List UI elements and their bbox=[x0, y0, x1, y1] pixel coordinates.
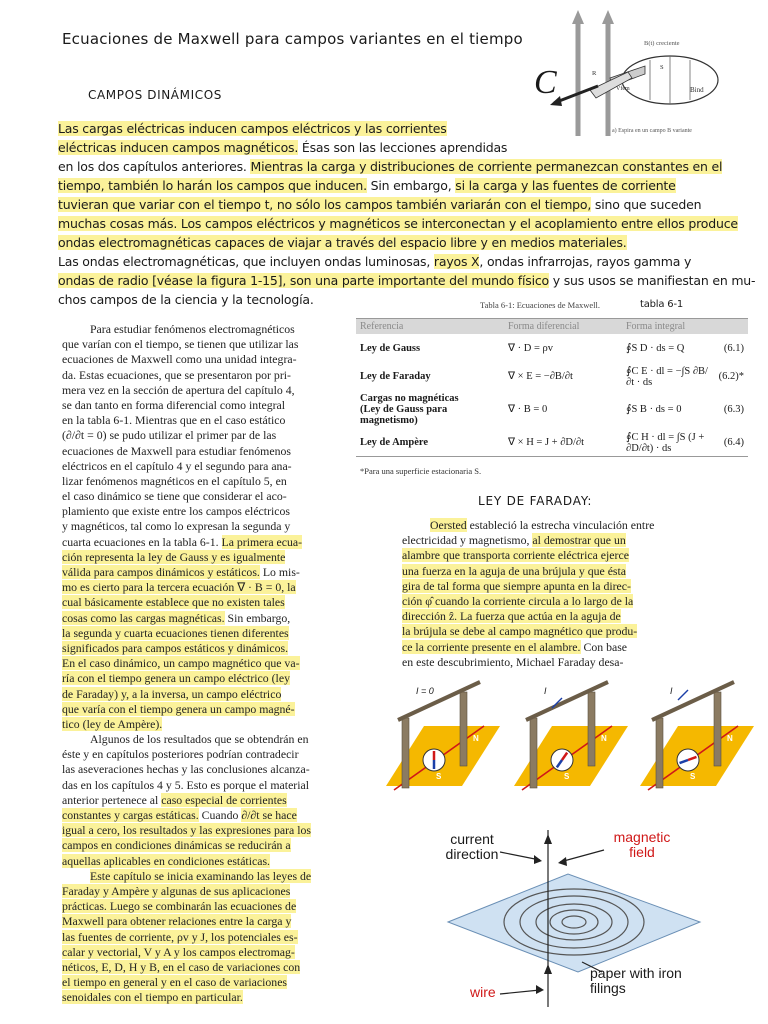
equation-reference-note: (Ley de Gauss para magnetismo) bbox=[360, 403, 448, 426]
text-line bbox=[62, 580, 338, 595]
table-handwritten-caption: tabla 6-1 bbox=[640, 299, 684, 310]
text-line bbox=[62, 732, 338, 747]
text-line bbox=[62, 474, 338, 489]
highlighted-text: válida para campos dinámicos y estáticos. bbox=[62, 565, 260, 579]
equation-number-text: (6.3) bbox=[723, 403, 744, 415]
text-segment: Ésas son las lecciones aprendidas bbox=[298, 140, 508, 155]
highlighted-text: néticos, E, D, H y B, en el caso de variaciones con bbox=[62, 959, 301, 974]
integral-form bbox=[622, 428, 715, 456]
text-line bbox=[402, 655, 658, 670]
text-segment: Lo mis- bbox=[259, 565, 300, 579]
text-segment: Algunos de los resultados que se obtendrán en bbox=[90, 732, 309, 747]
equation-number bbox=[715, 428, 748, 456]
text-line bbox=[58, 234, 728, 253]
highlighted-text: Oersted bbox=[430, 518, 467, 532]
text-line bbox=[62, 413, 338, 428]
b-increasing-label: B(t) creciente bbox=[644, 40, 680, 47]
text-line bbox=[62, 626, 338, 641]
s-label: S bbox=[660, 64, 664, 71]
highlighted-text: eléctricas inducen campos magnéticos. bbox=[58, 140, 299, 155]
text-segment: Cuando bbox=[198, 808, 242, 822]
differential-form bbox=[504, 362, 622, 390]
highlighted-text: Este capítulo se inicia examinando las leyes de bbox=[90, 868, 312, 883]
text-segment: en los dos capítulos anteriores. bbox=[58, 159, 251, 174]
highlighted-text: Mientras la carga y distribuciones de corriente permanezcan constantes en el bbox=[250, 159, 723, 174]
text-line bbox=[62, 990, 338, 1005]
highlighted-text: si la carga y las fuentes de corriente bbox=[455, 178, 676, 193]
text-line bbox=[62, 945, 338, 960]
equation-reference-text: Ley de Faraday bbox=[360, 370, 431, 382]
text-line bbox=[62, 823, 338, 838]
text-line bbox=[58, 215, 738, 234]
south-label-3: S bbox=[690, 772, 696, 781]
integral-form-text: ∮C H · dl = ∫S (J + ∂D/∂t) · ds bbox=[626, 431, 705, 454]
text-line bbox=[62, 914, 338, 929]
highlighted-text: dirección ẑ. La fuerza que actúa en la aguja de bbox=[402, 609, 621, 624]
text-line bbox=[402, 564, 658, 579]
text-line bbox=[62, 322, 338, 337]
differential-form-text: ∇ × E = −∂B/∂t bbox=[508, 371, 573, 382]
text-line bbox=[62, 611, 338, 626]
text-line bbox=[62, 671, 338, 686]
highlighted-text: gira de tal forma que siempre apunta en la direc- bbox=[402, 578, 631, 593]
text-line bbox=[62, 884, 338, 899]
differential-form bbox=[504, 334, 622, 362]
text-line bbox=[62, 793, 338, 808]
highlighted-text: constantes y cargas estáticas. bbox=[62, 808, 199, 822]
text-segment: las aseveraciones hechas y las conclusiones alcanza- bbox=[62, 762, 310, 777]
text-line bbox=[58, 253, 728, 272]
highlighted-text: tico (ley de Ampère). bbox=[62, 716, 163, 731]
table-footnote: *Para una superficie estacionaria S. bbox=[360, 466, 482, 476]
faraday-paragraph bbox=[402, 518, 658, 670]
text-segment: lizar fenómenos magnéticos en el capítulo 5, en bbox=[62, 473, 287, 488]
text-line bbox=[62, 762, 338, 777]
text-segment: (∂/∂t = 0) se pudo utilizar el primer par de las bbox=[62, 428, 277, 443]
paper-label: paper with iron filings bbox=[590, 965, 682, 996]
text-segment: electricidad y magnetismo, bbox=[402, 533, 533, 548]
equation-reference bbox=[356, 334, 504, 362]
highlighted-text: Faraday y Ampère y algunas de sus aplicaciones bbox=[62, 883, 291, 898]
text-segment: y magnéticos, tal como lo expresan la segunda y bbox=[62, 519, 291, 534]
highlighted-text: igual a cero, los resultados y las expresiones para los bbox=[62, 823, 311, 838]
text-line bbox=[62, 428, 338, 443]
highlighted-text: el tiempo en general y en el caso de variaciones bbox=[62, 975, 288, 990]
highlighted-text: la segunda y cuarta ecuaciones tienen diferentes bbox=[62, 625, 289, 640]
text-line bbox=[62, 899, 338, 914]
text-segment: sino que suceden bbox=[591, 197, 702, 212]
intro-paragraph bbox=[58, 120, 756, 310]
highlighted-text: calar y vectorial, V y A y los campos electromag- bbox=[62, 944, 295, 959]
differential-form-text: ∇ × H = J + ∂D/∂t bbox=[508, 437, 585, 448]
text-line bbox=[62, 854, 338, 869]
text-line bbox=[402, 533, 658, 548]
highlighted-text: rayos X bbox=[433, 254, 480, 269]
north-label-3: N bbox=[727, 734, 733, 743]
text-line bbox=[62, 519, 338, 534]
integral-form-text: ∮S D · ds = Q bbox=[626, 343, 685, 354]
highlighted-text: ondas de radio [véase la figura 1-15], son una parte importante del mundo físico bbox=[58, 273, 549, 288]
text-segment: , ondas infrarrojas, rayos gamma y bbox=[479, 254, 692, 269]
text-segment: y sus usos se manifiestan en mu- bbox=[548, 273, 756, 288]
equation-number-text: (6.1) bbox=[723, 342, 744, 354]
text-line bbox=[58, 272, 756, 291]
post bbox=[460, 692, 467, 766]
text-segment: chos campos de la ciencia y la tecnología. bbox=[58, 292, 314, 307]
text-line bbox=[62, 337, 338, 352]
text-segment: Para estudiar fenómenos electromagnéticos bbox=[90, 322, 295, 336]
text-line bbox=[62, 869, 338, 884]
text-line bbox=[402, 624, 658, 639]
post bbox=[530, 718, 537, 788]
text-segment: cuarta ecuaciones en la tabla 6-1. bbox=[62, 534, 222, 549]
text-segment: da. Estas ecuaciones, que se presentaron por pri- bbox=[62, 367, 291, 382]
differential-form-text: ∇ · D = ρv bbox=[508, 343, 554, 354]
integral-form-text: ∮C E · dl = −∫S ∂B/∂t · ds bbox=[626, 365, 708, 388]
post bbox=[714, 692, 721, 766]
integral-form bbox=[622, 362, 715, 390]
highlighted-text: ondas electromagnéticas capaces de viajar a través del espacio libre y en medios materiales. bbox=[58, 235, 627, 250]
text-line bbox=[62, 838, 338, 853]
highlighted-text: senoidales con el tiempo en particular. bbox=[62, 990, 243, 1005]
maxwell-equations-table bbox=[356, 318, 748, 457]
highlighted-text: cosas como las cargas magnéticas. bbox=[62, 610, 225, 625]
highlighted-text: ción representa la ley de Gauss y es igualmente bbox=[62, 549, 286, 564]
highlighted-text: En el caso dinámico, un campo magnético que va- bbox=[62, 656, 300, 671]
text-line bbox=[62, 975, 338, 990]
current-arrow bbox=[678, 690, 688, 700]
wire-bar bbox=[398, 682, 480, 720]
text-line bbox=[62, 489, 338, 504]
integral-form bbox=[622, 390, 715, 428]
text-line bbox=[62, 641, 338, 656]
equation-number-text: (6.2)* bbox=[718, 370, 744, 382]
highlighted-text: Las cargas eléctricas inducen campos eléctricos y las corrientes bbox=[58, 121, 447, 136]
differential-form bbox=[504, 390, 622, 428]
north-label-1: N bbox=[473, 734, 479, 743]
highlighted-text: ción φ̂ cuando la corriente circula a lo largo de la bbox=[402, 593, 634, 608]
equation-reference bbox=[356, 428, 504, 456]
text-line bbox=[62, 960, 338, 975]
table-row bbox=[356, 390, 748, 428]
integral-form bbox=[622, 334, 715, 362]
equation-reference bbox=[356, 390, 504, 428]
table-row bbox=[356, 362, 748, 390]
highlighted-text: al demostrar que un bbox=[532, 533, 626, 548]
text-segment: Sin embargo, bbox=[224, 610, 291, 625]
equation-reference bbox=[356, 362, 504, 390]
table-row bbox=[356, 334, 748, 362]
vemf-label: Vfem bbox=[616, 86, 630, 92]
table-caption: Tabla 6-1: Ecuaciones de Maxwell. bbox=[480, 300, 601, 310]
text-line bbox=[62, 459, 338, 474]
south-label-1: S bbox=[436, 772, 442, 781]
text-line bbox=[62, 368, 338, 383]
bind-label: Bind bbox=[690, 86, 704, 94]
text-line bbox=[58, 158, 728, 177]
current-direction-label: current direction bbox=[445, 831, 499, 862]
text-line bbox=[402, 640, 658, 655]
text-line bbox=[62, 595, 338, 610]
curve-letter: C bbox=[534, 64, 557, 101]
highlighted-text: alambre que transporta corriente eléctrica ejerce bbox=[402, 548, 629, 563]
text-line bbox=[402, 518, 658, 533]
text-line bbox=[402, 594, 658, 609]
table-row bbox=[356, 428, 748, 456]
wire-bar bbox=[526, 682, 608, 720]
text-line bbox=[402, 579, 658, 594]
current-label-2: I bbox=[544, 686, 547, 696]
iron-filings-figure bbox=[418, 822, 738, 1012]
text-line bbox=[62, 717, 338, 732]
compass-experiment-figure bbox=[376, 678, 756, 798]
highlighted-text: Maxwell para obtener relaciones entre la carga y bbox=[62, 914, 292, 929]
south-label-2: S bbox=[564, 772, 570, 781]
text-line bbox=[62, 702, 338, 717]
text-line bbox=[62, 565, 338, 580]
highlighted-text: prácticas. Luego se combinarán las ecuaciones de bbox=[62, 899, 297, 914]
text-segment: ecuaciones de Maxwell como una unidad integra- bbox=[62, 352, 297, 367]
highlighted-text: una fuerza en la aguja de una brújula y que ésta bbox=[402, 563, 627, 578]
highlighted-text: mo es cierto para la tercera ecuación ∇ · B = 0, la bbox=[62, 580, 296, 595]
section-title: CAMPOS DINÁMICOS bbox=[88, 88, 222, 102]
equation-number-text: (6.4) bbox=[723, 436, 744, 448]
text-line bbox=[62, 747, 338, 762]
left-column-text bbox=[62, 322, 338, 1005]
text-segment: Sin embargo, bbox=[366, 178, 456, 193]
text-line bbox=[402, 609, 658, 624]
table-header-differential: Forma diferencial bbox=[504, 319, 622, 334]
highlighted-text: aquellas aplicables en condiciones estáticas. bbox=[62, 853, 271, 868]
highlighted-text: las fuentes de corriente, ρv y J, los potenciales es- bbox=[62, 929, 298, 944]
equation-number bbox=[715, 334, 748, 362]
text-segment: éste y en capítulos posteriores podrían contradecir bbox=[62, 747, 299, 762]
highlighted-text: tuvieran que variar con el tiempo t, no sólo los campos también variarán con el tiempo, bbox=[58, 197, 592, 212]
text-line bbox=[58, 177, 728, 196]
text-line bbox=[58, 139, 728, 158]
text-line bbox=[62, 778, 338, 793]
highlighted-text: significados para campos estáticos y dinámicos. bbox=[62, 640, 289, 655]
text-segment: el caso dinámico se tiene que considerar el aco- bbox=[62, 489, 287, 504]
north-label-2: N bbox=[601, 734, 607, 743]
table-header-integral: Forma integral bbox=[622, 319, 715, 334]
highlighted-text: que varía con el tiempo genera un campo magné- bbox=[62, 701, 295, 716]
integral-form-text: ∮S B · ds = 0 bbox=[626, 404, 682, 415]
text-line bbox=[58, 291, 728, 310]
text-line bbox=[62, 352, 338, 367]
post bbox=[656, 718, 663, 788]
table-header-reference: Referencia bbox=[356, 319, 504, 334]
text-segment: mera vez en la sección de apertura del capítulo 4, bbox=[62, 382, 295, 397]
text-segment: eléctricos en el capítulo 4 y el segundo para ana- bbox=[62, 458, 292, 473]
current-zero-label: I = 0 bbox=[416, 686, 434, 696]
text-line bbox=[62, 808, 338, 823]
equation-number bbox=[715, 362, 748, 390]
text-segment: das en los capítulos 4 y 5. Esto es porque el material bbox=[62, 777, 310, 792]
text-line bbox=[62, 930, 338, 945]
faraday-heading: LEY DE FARADAY: bbox=[478, 494, 593, 508]
text-segment: ecuaciones de Maxwell para estudiar fenómenos bbox=[62, 443, 291, 458]
text-line bbox=[62, 383, 338, 398]
highlighted-text: ∂/∂t se hace bbox=[241, 808, 297, 822]
r-label: R bbox=[592, 70, 597, 77]
text-segment: que varían con el tiempo, se tienen que utilizar las bbox=[62, 337, 299, 352]
text-segment: en este descubrimiento, Michael Faraday desa- bbox=[402, 654, 624, 669]
equation-reference-text: Cargas no magnéticas bbox=[360, 392, 459, 404]
figure-caption: a) Espira en un campo B variante bbox=[612, 128, 692, 134]
magnetic-field-label: magnetic field bbox=[613, 829, 671, 860]
text-line bbox=[58, 196, 728, 215]
highlighted-text: ría con el tiempo genera un campo eléctrico (ley bbox=[62, 671, 290, 686]
highlighted-text: caso especial de corrientes bbox=[161, 792, 287, 807]
equation-reference-text: Ley de Gauss bbox=[360, 342, 421, 354]
equation-reference-text: Ley de Ampère bbox=[360, 436, 429, 448]
highlighted-text: tiempo, también lo harán los campos que inducen. bbox=[58, 178, 367, 193]
text-segment: se dan tanto en forma diferencial como integral bbox=[62, 397, 286, 412]
text-segment: estableció la estrecha vinculación entre bbox=[466, 518, 655, 532]
differential-form bbox=[504, 428, 622, 456]
highlighted-text: muchas cosas más. Los campos eléctricos y magnéticos se interconectan y el acoplamiento entre ellos produce bbox=[58, 216, 738, 231]
highlighted-text: La primera ecua- bbox=[221, 534, 303, 549]
text-segment: plamiento que existe entre los campos eléctricos bbox=[62, 504, 290, 519]
text-line bbox=[62, 550, 338, 565]
text-segment: anterior pertenece al bbox=[62, 792, 162, 807]
highlighted-text: campos en condiciones dinámicas se reducirán a bbox=[62, 838, 291, 853]
post bbox=[402, 718, 409, 788]
wire-bar bbox=[652, 682, 734, 720]
text-segment: en la tabla 6-1. Mientras que en el caso estático bbox=[62, 413, 286, 428]
page-title: Ecuaciones de Maxwell para campos variantes en el tiempo bbox=[62, 30, 523, 48]
highlighted-text: cual básicamente establece que no existen tales bbox=[62, 595, 285, 610]
text-line bbox=[62, 504, 338, 519]
text-line bbox=[58, 120, 728, 139]
differential-form-text: ∇ · B = 0 bbox=[508, 404, 548, 415]
equation-number bbox=[715, 390, 748, 428]
text-line bbox=[62, 535, 338, 550]
text-line bbox=[62, 656, 338, 671]
text-line bbox=[62, 444, 338, 459]
text-line bbox=[62, 398, 338, 413]
highlighted-text: la brújula se debe al campo magnético que produ- bbox=[402, 624, 638, 639]
text-line bbox=[402, 548, 658, 563]
current-label-3: I bbox=[670, 686, 673, 696]
loop-in-field-figure bbox=[520, 8, 730, 138]
text-segment: Las ondas electromagnéticas, que incluyen ondas luminosas, bbox=[58, 254, 434, 269]
text-segment: Con base bbox=[580, 639, 628, 654]
wire-label: wire bbox=[470, 984, 496, 1000]
highlighted-text: de Faraday) y, a la inversa, un campo eléctrico bbox=[62, 686, 282, 701]
text-line bbox=[62, 687, 338, 702]
post bbox=[588, 692, 595, 766]
highlighted-text: ce la corriente presente en el alambre. bbox=[402, 639, 581, 654]
